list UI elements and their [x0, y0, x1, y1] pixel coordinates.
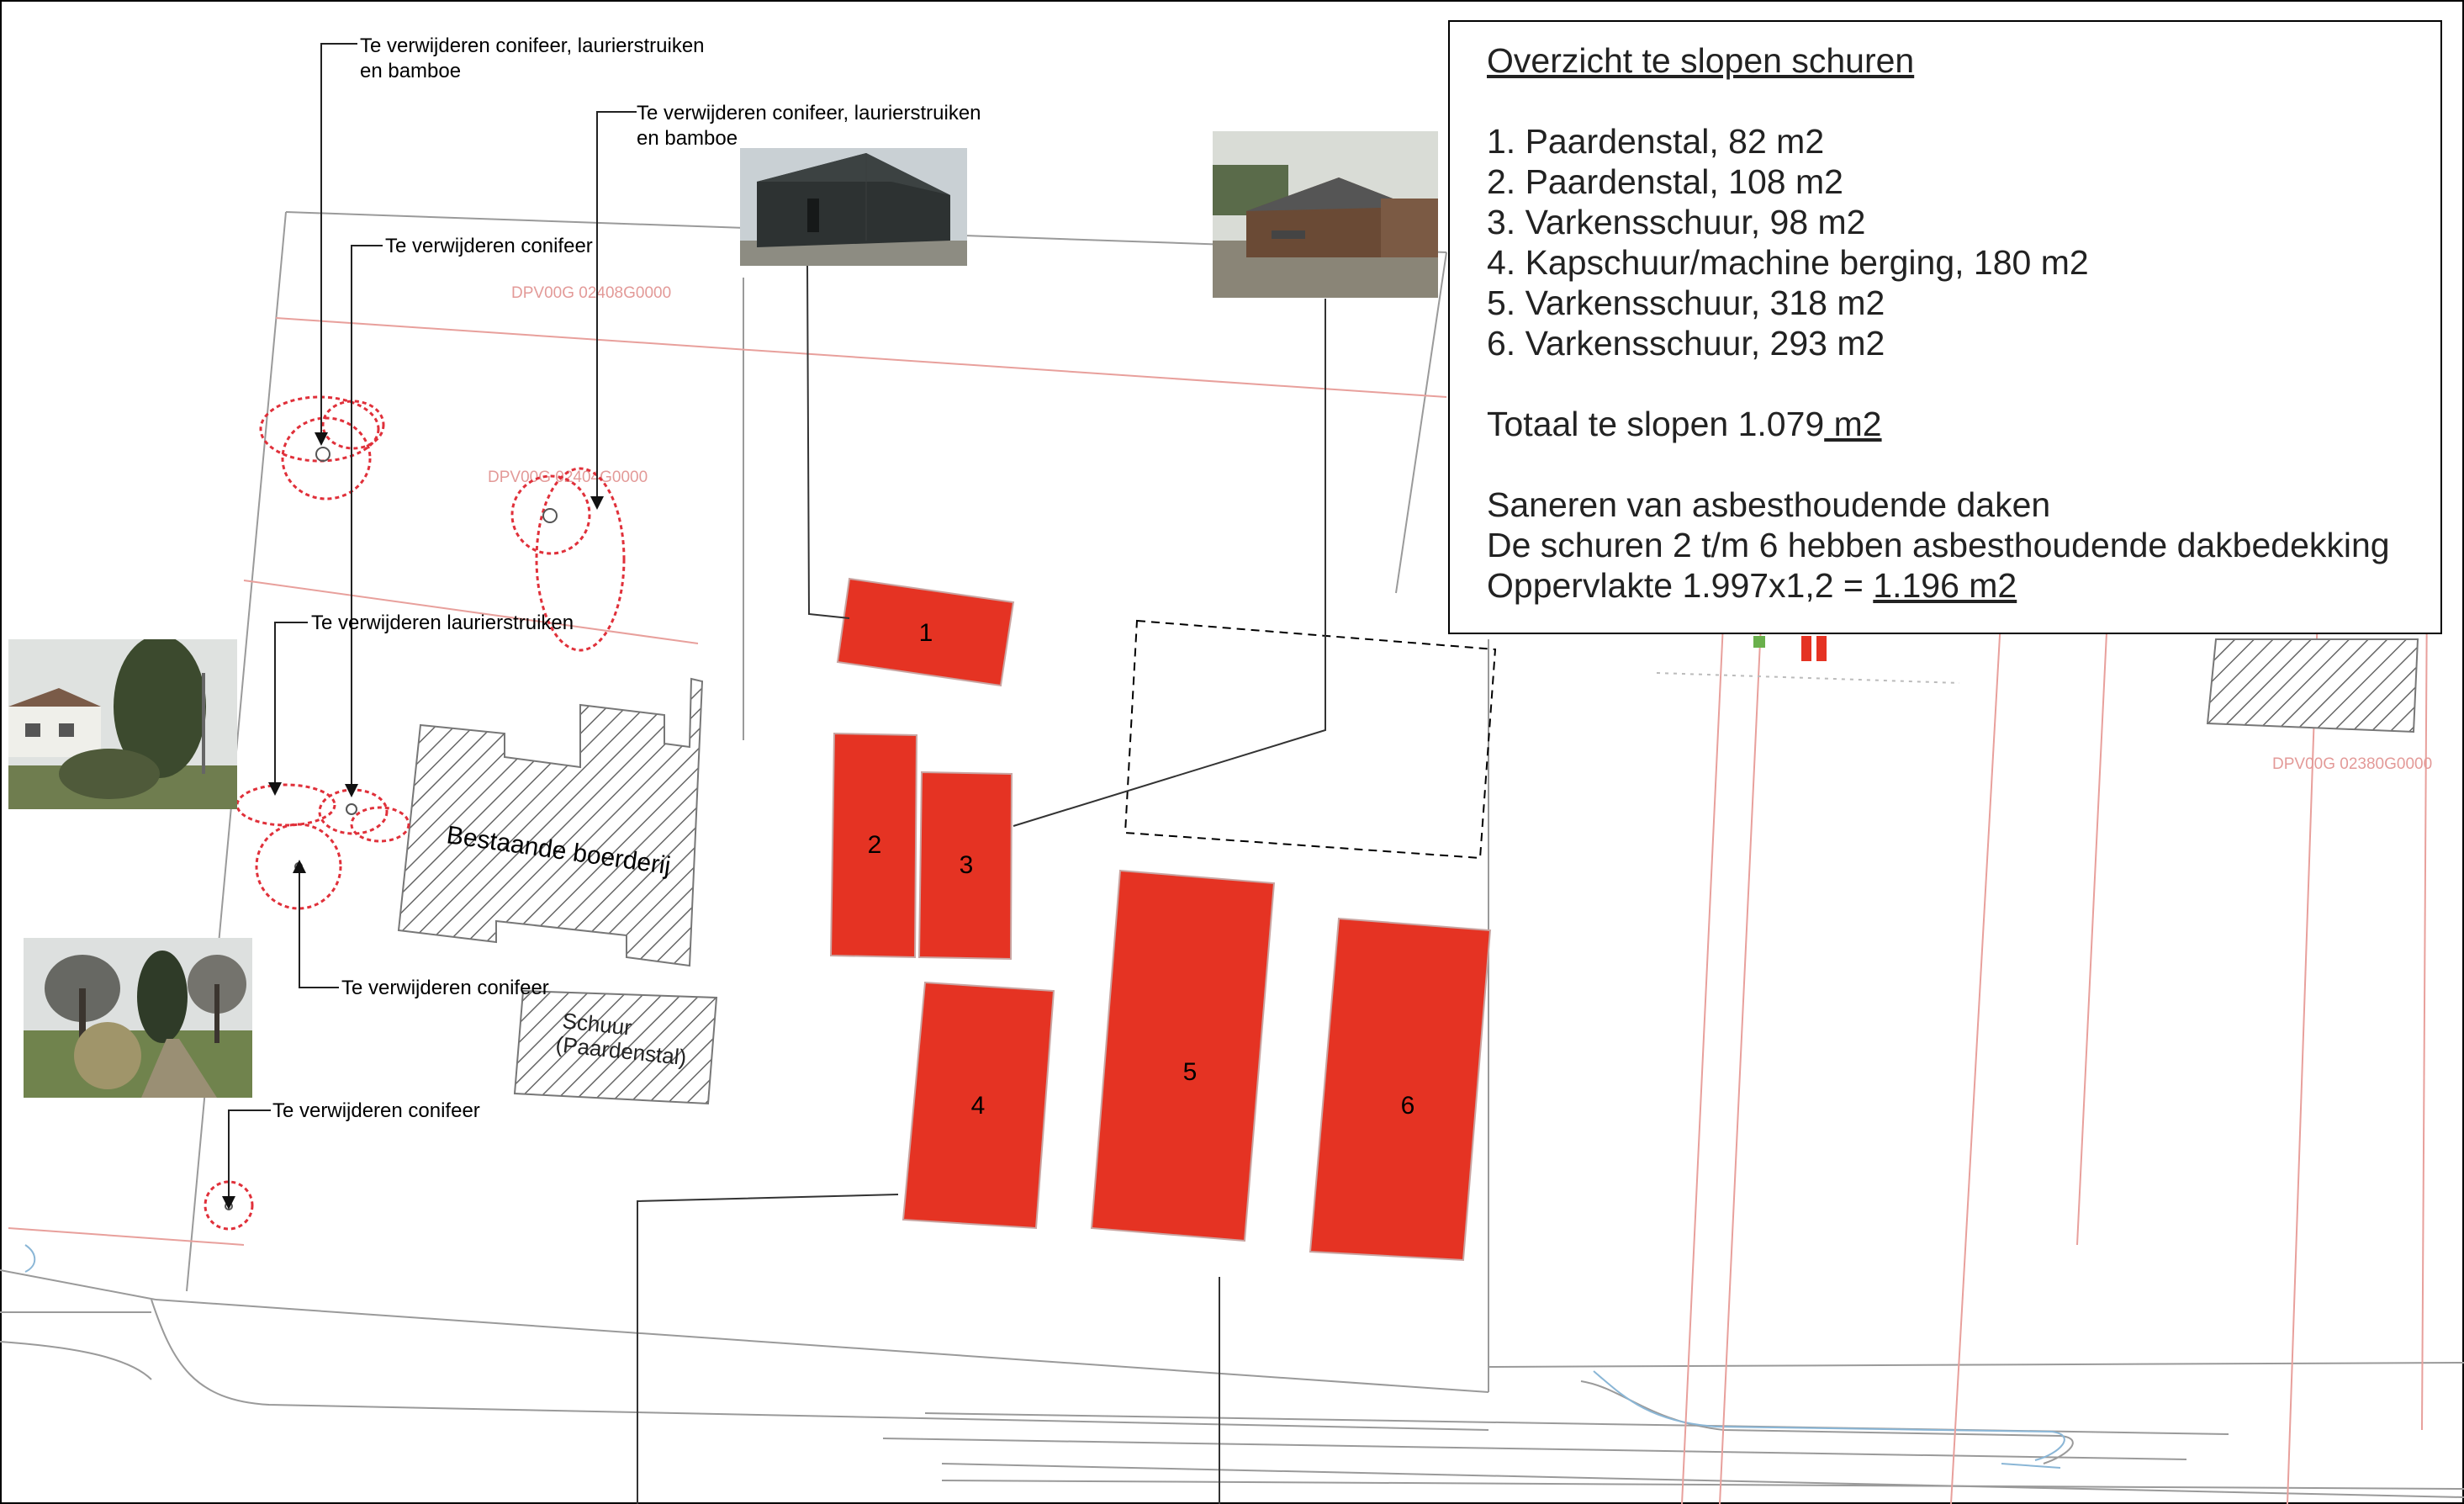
legend-item-6: 6. Varkensschuur, 293 m2: [1487, 324, 1885, 363]
photo-farmhouse: [8, 639, 237, 809]
legend-total-prefix: Totaal te slopen 1.079: [1487, 405, 1825, 443]
tree-cluster-1b: [283, 418, 370, 499]
building-6: [1310, 919, 1490, 1260]
legend-asbestos-line2: De schuren 2 t/m 6 hebben asbesthoudende dakbedekking: [1487, 526, 2390, 564]
red-marker-b: [1816, 636, 1827, 661]
legend-item-4: 4. Kapschuur/machine berging, 180 m2: [1487, 243, 2089, 282]
photo-farm-buildings: [1213, 131, 1438, 298]
watercourse: [25, 1245, 2065, 1468]
existing-farm-building: [399, 679, 702, 966]
legend-total-unit: m2: [1824, 405, 1882, 443]
building-number-3: 3: [959, 851, 974, 879]
legend-area: [1487, 565, 2440, 606]
building-5: [1092, 871, 1274, 1241]
building-number-5: 5: [1182, 1058, 1198, 1086]
dashed-plot-outline: [1125, 621, 1495, 858]
legend-item-3: 3. Varkensschuur, 98 m2: [1487, 203, 1866, 241]
annotation-conifer-laurel-bamboo-2a: Te verwijderen conifeer, laurierstruiken: [637, 102, 981, 124]
annotation-laurel: Te verwijderen laurierstruiken: [311, 612, 574, 634]
red-marker-a: [1801, 636, 1811, 661]
parcel-id-2: DPV00G 02404G0000: [488, 469, 648, 486]
annotation-conifer-laurel-bamboo-2b: en bamboe: [637, 127, 738, 150]
green-marker: [1753, 636, 1765, 648]
tree-cluster-1a: [261, 397, 378, 461]
photo-trees-field: [24, 938, 252, 1098]
building-number-2: 2: [867, 831, 882, 859]
tree-cluster-1c: [323, 401, 383, 448]
tree-2a: [512, 476, 590, 553]
annotation-conifer-3: Te verwijderen conifeer: [272, 1099, 480, 1122]
parcel-id-3: DPV00G 02380G0000: [2272, 755, 2433, 773]
shed-label-line2: (Paardenstal): [554, 1031, 688, 1071]
parcel-id-1: DPV00G 02408G0000: [511, 284, 672, 302]
shrub-cluster-3c: [352, 808, 409, 841]
annotation-conifer-laurel-bamboo-1b: en bamboe: [360, 60, 462, 82]
overview-legend-box: [1448, 20, 2442, 634]
legend-asbestos-line1: Saneren van asbesthoudende daken: [1487, 485, 2051, 524]
legend-area-value: 1.196 m2: [1873, 566, 2017, 605]
existing-farm-label: Bestaande boerderij: [445, 821, 673, 881]
annotation-conifer-laurel-bamboo-1a: Te verwijderen conifeer, laurierstruiken: [360, 34, 705, 57]
legend-area-prefix: Oppervlakte 1.997x1,2 =: [1487, 566, 1874, 605]
legend-item-2: 2. Paardenstal, 108 m2: [1487, 162, 1843, 201]
annotation-conifer-1: Te verwijderen conifeer: [385, 235, 593, 257]
shed-label-line1: Schuur: [561, 1008, 633, 1041]
legend-title: Overzicht te slopen schuren: [1487, 41, 1915, 80]
building-number-4: 4: [970, 1092, 986, 1120]
legend-item-1: 1. Paardenstal, 82 m2: [1487, 122, 1825, 161]
demolish-buildings: [831, 579, 1490, 1260]
annotation-conifer-2: Te verwijderen conifeer: [341, 977, 549, 999]
photo-dark-barn: [740, 148, 967, 266]
building-number-1: 1: [918, 619, 933, 647]
legend-item-5: 5. Varkensschuur, 318 m2: [1487, 283, 1885, 322]
existing-building-east: [2208, 639, 2418, 732]
legend-total: [1487, 404, 2440, 444]
dotted-line-east: [1657, 673, 1959, 683]
building-number-6: 6: [1400, 1092, 1415, 1120]
